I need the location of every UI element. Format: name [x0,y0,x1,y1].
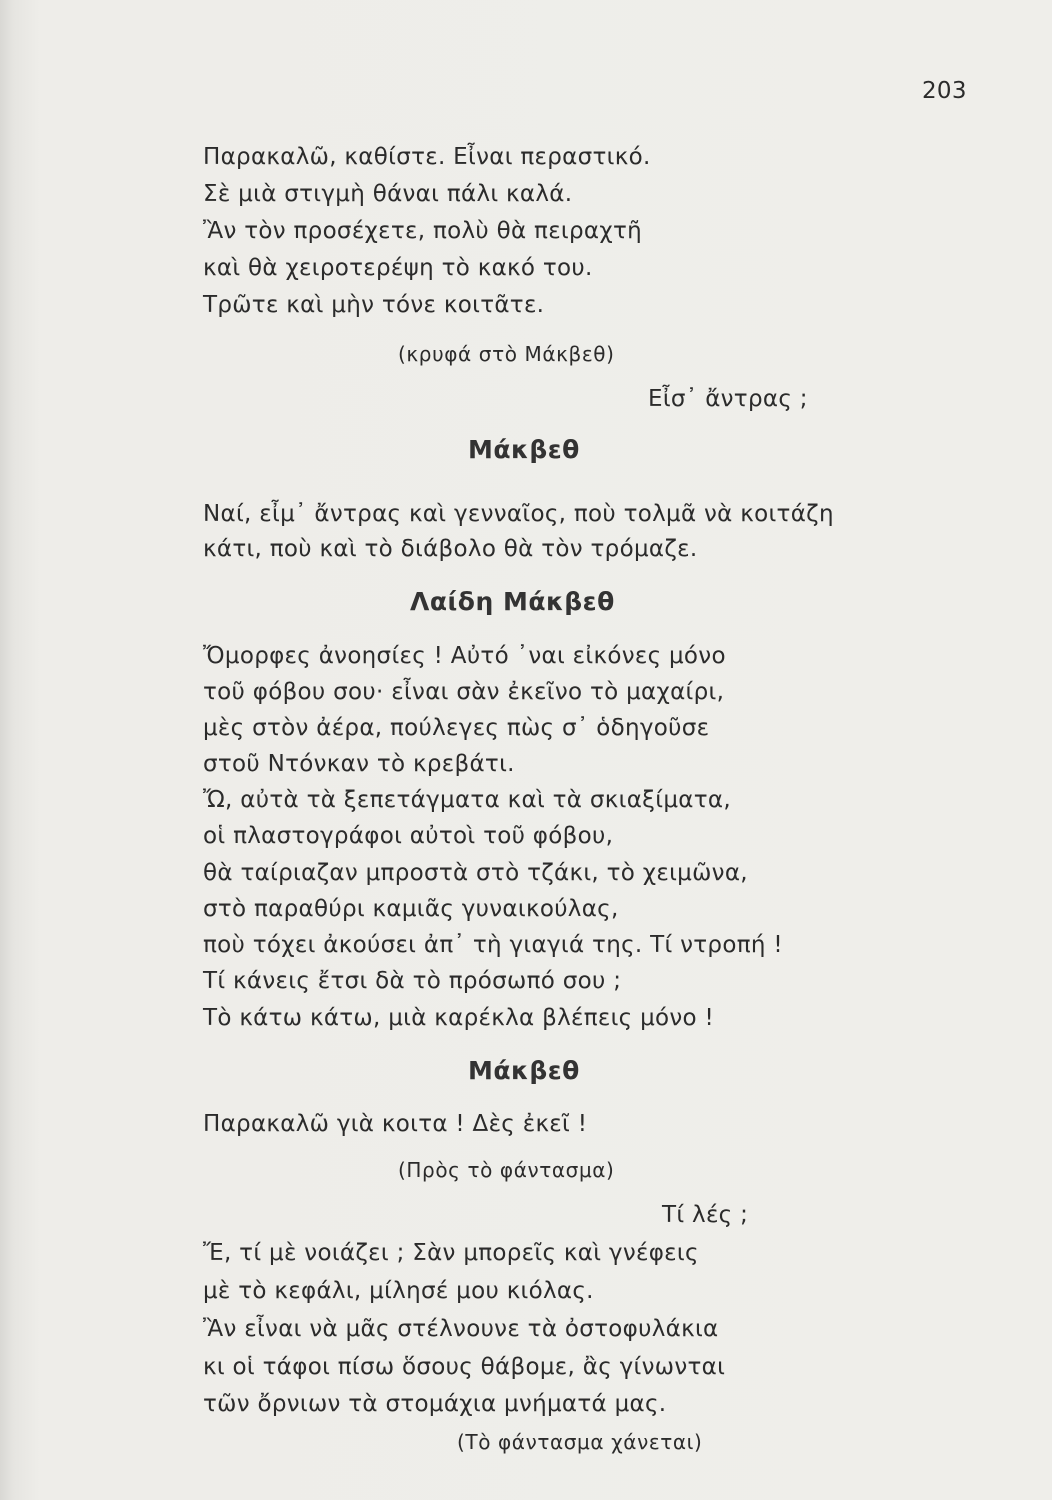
verse-line: κι οἱ τάφοι πίσω ὅσους θάβομε, ἂς γίνωνται [203,1354,726,1380]
page-number: 203 [922,78,967,104]
verse-line: μὲς στὸν ἀέρα, πούλεγες πὼς σ᾽ ὁδηγοῦσε [203,715,710,741]
speaker-name: Λαίδη Μάκβεθ [410,587,615,616]
verse-line: Παρακαλῶ, καθίστε. Εἶναι περαστικό. [203,144,651,170]
verse-line: Ὄμορφες ἀνοησίες ! Αὐτό ᾽ναι εἰκόνες μόνο [203,643,726,669]
verse-line: Παρακαλῶ γιὰ κοιτα ! Δὲς ἐκεῖ ! [203,1111,588,1137]
verse-line: Ναί, εἶμ᾽ ἄντρας καὶ γενναῖος, ποὺ τολμᾶ νὰ κοιτάζη [203,501,834,527]
verse-line: ποὺ τόχει ἀκούσει ἀπ᾽ τὴ γιαγιά της. Τί ντροπή ! [203,932,783,958]
speaker-name: Μάκβεθ [468,1056,580,1085]
verse-line: Σὲ μιὰ στιγμὴ θάναι πάλι καλά. [203,181,573,207]
verse-line: Ἂν εἶναι νὰ μᾶς στέλνουνε τὰ ὀστοφυλάκια [203,1316,719,1342]
verse-line: στὸ παραθύρι καμιᾶς γυναικούλας, [203,896,619,922]
verse-line: τοῦ φόβου σου· εἶναι σὰν ἐκεῖνο τὸ μαχαίρι, [203,679,725,705]
verse-line: κάτι, ποὺ καὶ τὸ διάβολο θὰ τὸν τρόμαζε. [203,536,698,562]
verse-line: Ἂν τὸν προσέχετε, πολὺ θὰ πειραχτῆ [203,218,642,244]
verse-line: θὰ ταίριαζαν μπροστὰ στὸ τζάκι, τὸ χειμῶνα, [203,860,748,886]
verse-line: καὶ θὰ χειροτερέψη τὸ κακό του. [203,255,593,281]
stage-direction: (Τὸ φάντασμα χάνεται) [457,1430,703,1454]
verse-line: τῶν ὄρνιων τὰ στομάχια μνήματά μας. [203,1391,667,1417]
verse-line: Ἔ, τί μὲ νοιάζει ; Σὰν μπορεῖς καὶ γνέφεις [203,1240,699,1266]
verse-line: Τὸ κάτω κάτω, μιὰ καρέκλα βλέπεις μόνο ! [203,1005,715,1031]
stage-direction: (κρυφά στὸ Μάκβεθ) [398,342,615,366]
speaker-name: Μάκβεθ [468,435,580,464]
verse-line: Τί λές ; [662,1202,749,1228]
verse-line: στοῦ Ντόνκαν τὸ κρεβάτι. [203,751,515,777]
verse-line: μὲ τὸ κεφάλι, μίλησέ μου κιόλας. [203,1278,594,1304]
stage-direction: (Πρὸς τὸ φάντασμα) [398,1158,615,1182]
verse-line: Εἶσ᾽ ἄντρας ; [648,386,808,412]
verse-line: Ὤ, αὐτὰ τὰ ξεπετάγματα καὶ τὰ σκιαξίματα, [203,787,731,813]
verse-line: Τρῶτε καὶ μὴν τόνε κοιτᾶτε. [203,292,545,318]
verse-line: Τί κάνεις ἔτσι δὰ τὸ πρόσωπό σου ; [203,968,622,994]
verse-line: οἱ πλαστογράφοι αὐτοὶ τοῦ φόβου, [203,823,614,849]
